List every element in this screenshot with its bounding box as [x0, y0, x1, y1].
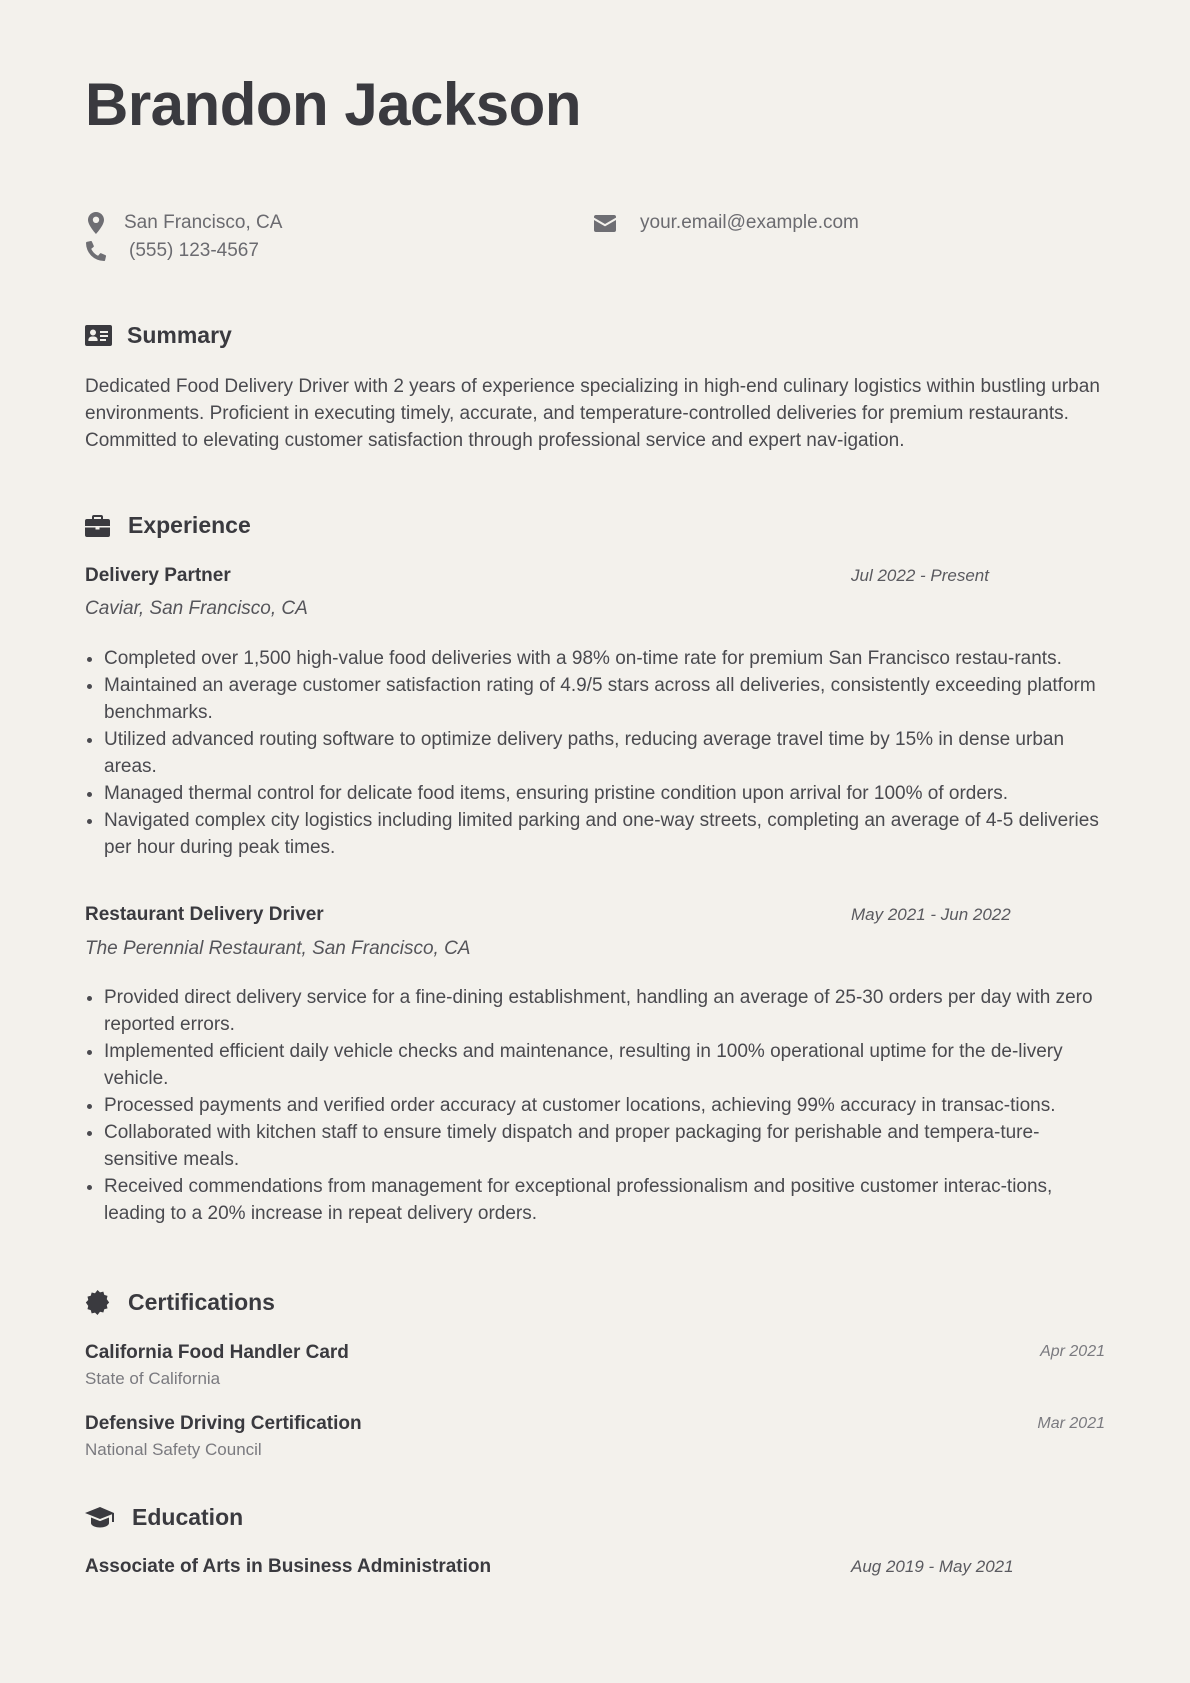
contact-phone [85, 240, 259, 262]
list-item: Received commendations from management for exceptional professionalism and positive customer interac-tions, leading to a 20% increase in repeat delivery orders. [85, 1173, 1105, 1227]
certifications-heading [85, 1289, 275, 1316]
summary-heading [85, 322, 232, 349]
cert-name: Defensive Driving Certification [85, 1413, 362, 1434]
experience-heading [85, 512, 251, 539]
cert-date: Mar 2021 [1037, 1415, 1105, 1432]
job-bullets [85, 645, 1105, 861]
list-item: Maintained an average customer satisfaction rating of 4.9/5 stars across all deliveries, consistently exceeding platform benchmarks. [85, 672, 1105, 726]
contact-location [85, 212, 282, 234]
contact-email[interactable] [594, 212, 859, 234]
cert-name: California Food Handler Card [85, 1342, 349, 1363]
job-title: Delivery Partner [85, 565, 231, 586]
job-company: Caviar, San Francisco, CA [85, 598, 308, 619]
education-date: Aug 2019 - May 2021 [851, 1557, 1014, 1576]
experience-title: Experience [128, 512, 251, 538]
summary-text: Dedicated Food Delivery Driver with 2 years of experience specializing in high-end culinary logistics within bustling urban environments. Proficient in executing timely, accurate, and temperature-controlled deliveries for premium restaurants. Committed to elevating customer satisfaction through professional service and expert nav-igation. [85, 376, 1100, 451]
location-text: San Francisco, CA [124, 212, 283, 233]
list-item: Processed payments and verified order accuracy at customer locations, achieving 99% accuracy in transac-tions. [85, 1092, 1105, 1119]
education-title: Education [132, 1504, 244, 1530]
degree-name: Associate of Arts in Business Administration [85, 1556, 492, 1577]
map-marker-icon [85, 212, 107, 234]
candidate-name: Brandon Jackson [85, 71, 581, 138]
cert-date: Apr 2021 [1040, 1343, 1105, 1360]
list-item: Utilized advanced routing software to optimize delivery paths, reducing average travel time by 15% in dense urban areas. [85, 726, 1105, 780]
briefcase-icon [85, 513, 113, 539]
certificate-badge-icon [85, 1290, 113, 1316]
certifications-title: Certifications [128, 1289, 275, 1315]
email-text[interactable]: your.email@example.com [640, 212, 859, 233]
cert-issuer: State of California [85, 1369, 221, 1388]
graduation-cap-icon [85, 1505, 115, 1531]
list-item: Navigated complex city logistics including limited parking and one-way streets, completing an average of 4-5 deliveries per hour during peak times. [85, 807, 1105, 861]
list-item: Provided direct delivery service for a fine-dining establishment, handling an average of 25-30 orders per day with zero reported errors. [85, 984, 1105, 1038]
list-item: Managed thermal control for delicate food items, ensuring pristine condition upon arrival for 100% of orders. [85, 780, 1105, 807]
id-card-icon [85, 323, 113, 349]
job-bullets [85, 984, 1105, 1227]
summary-title: Summary [127, 322, 232, 348]
cert-issuer: National Safety Council [85, 1440, 262, 1459]
list-item: Implemented efficient daily vehicle checks and maintenance, resulting in 100% operational uptime for the de-livery vehicle. [85, 1038, 1105, 1092]
list-item: Collaborated with kitchen staff to ensure timely dispatch and proper packaging for perishable and tempera-ture-sensitive meals. [85, 1119, 1105, 1173]
job-title: Restaurant Delivery Driver [85, 904, 324, 925]
job-date: Jul 2022 - Present [851, 566, 989, 585]
list-item: Completed over 1,500 high-value food deliveries with a 98% on-time rate for premium San Francisco restau-rants. [85, 645, 1105, 672]
envelope-icon [594, 212, 616, 234]
job-date: May 2021 - Jun 2022 [851, 905, 1011, 924]
education-heading [85, 1504, 243, 1531]
phone-text: (555) 123-4567 [129, 240, 259, 261]
job-company: The Perennial Restaurant, San Francisco, CA [85, 938, 471, 959]
phone-icon [85, 240, 107, 262]
